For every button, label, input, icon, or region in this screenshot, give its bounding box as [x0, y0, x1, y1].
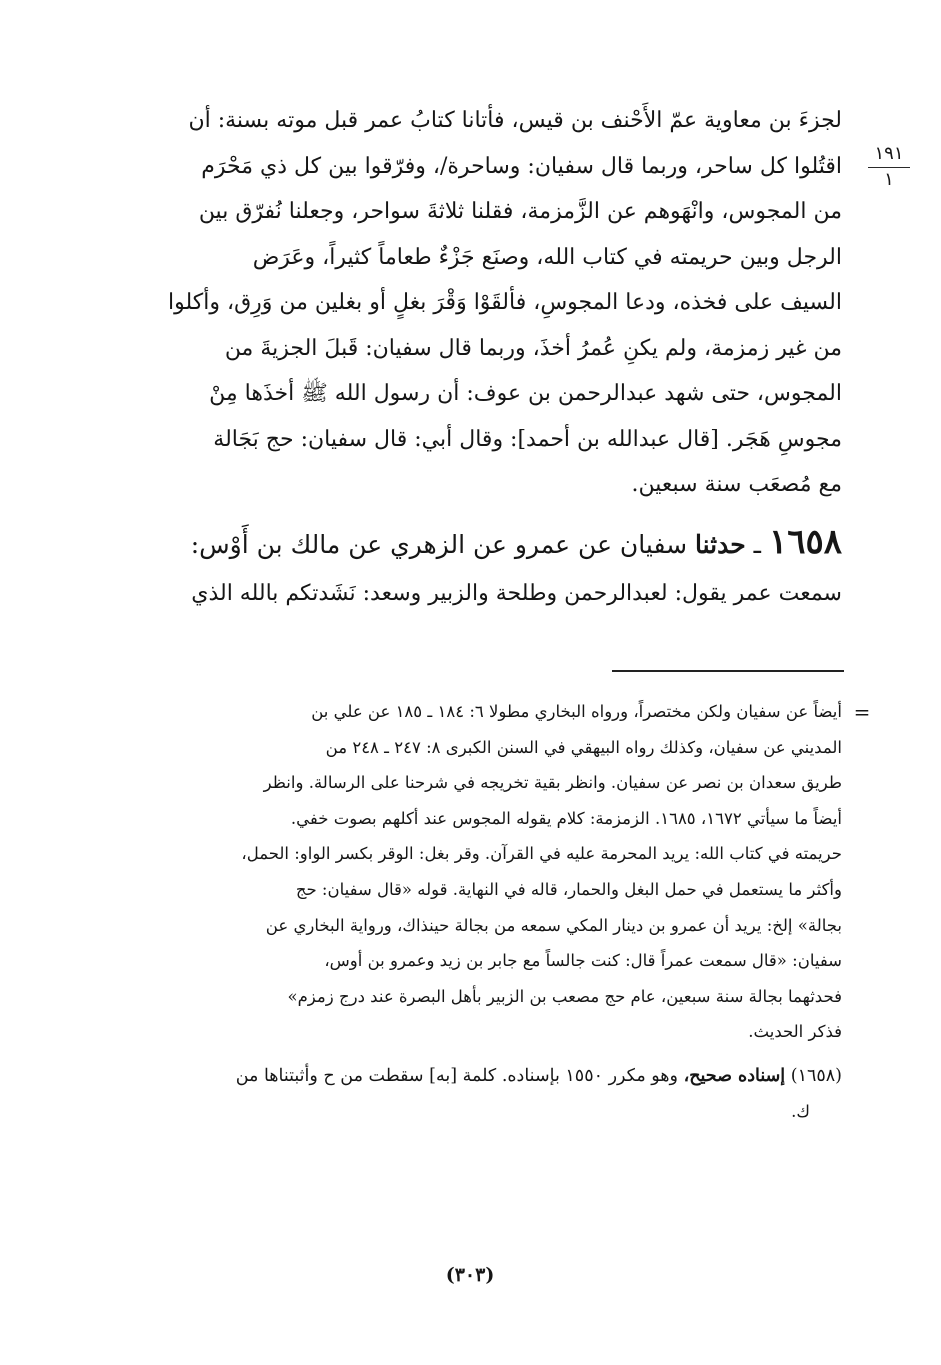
footnote-line: طريق سعدان بن نصر عن سفيان. وانظر بقية تخريجه في شرحنا على الرسالة. وانظر [263, 773, 842, 793]
footnote-line: المديني عن سفيان، وكذلك رواه البيهقي في السنن الكبرى ٨: ٢٤٧ ـ ٢٤٨ من [325, 737, 842, 757]
main-text-line: اقتُلوا كل ساحر، وربما قال سفيان: وساحرة/، وفرّقوا بين كل ذي مَحْرَم [201, 153, 842, 179]
hadith-chain: سفيان عن عمرو عن الزهري عن مالك بن أَوْس: [190, 529, 688, 559]
footnote-divider [612, 670, 844, 672]
footnote-1658-text: وهو مكرر ١٥٥٠ بإسناده. كلمة [به] سقطت من ح وأثبتناها من [235, 1065, 678, 1086]
footnote-line: سفيان: «قال سمعت عمراً قال: كنت جالساً مع جابر بن زيد وعمرو بن أوس، [324, 951, 842, 971]
hadith-dash: ـ [753, 529, 761, 559]
main-text-line: المجوس، حتى شهد عبدالرحمن بن عوف: أن رسول الله ﷺ أخذَها مِنْ [209, 381, 842, 406]
main-text-line: مع مُصعَب سنة سبعين. [631, 472, 842, 497]
main-text-line: من غير زمزمة، ولم يكنِ عُمرُ أخذَ، وربما قال سفيان: قَبلَ الجزيةَ من [224, 335, 842, 361]
margin-reference-volume-page: ١٩١ [868, 142, 910, 168]
hadith-number: ١٦٥٨ [768, 521, 842, 562]
page-number: (٣٠٣) [445, 1264, 495, 1286]
hadith-keyword: حدثنا [695, 529, 746, 559]
main-text-line: لجزءَ بن معاوية عمّ الأَحْنف بن قيس، فأتانا كتابُ عمر قبل موته بسنة: أن [188, 108, 842, 133]
hadith-heading [120, 516, 842, 571]
margin-reference-part: ١ [884, 169, 894, 190]
footnote-line: فحدثهما بجالة سنة سبعين، عام حج مصعب بن الزبير بأهل البصرة عند درج زمزم» [287, 986, 842, 1006]
footnote-1658-verdict: إسناده صحيح، [683, 1065, 786, 1086]
main-text [120, 98, 842, 616]
footnotes [112, 694, 842, 1130]
main-text-line: مجوسِ هَجَر. [قال عبدالله بن أحمد]: وقال أبي: قال سفيان: حج بَجَالة [213, 426, 842, 452]
footnote-1658-label: (١٦٥٨) [790, 1065, 842, 1086]
footnote-line: وأكثر ما يستعمل في حمل البغل والحمار، قاله في النهاية. قوله «قال سفيان: حج [295, 879, 842, 899]
footnote-line: أيضاً عن سفيان ولكن مختصراً، ورواه البخاري مطولا ٦: ١٨٤ ـ ١٨٥ عن علي بن [311, 702, 842, 721]
margin-reference [868, 142, 910, 192]
footnote-line: بجالة» إلخ: يريد أن عمرو بن دينار المكي سمعه من بجالة حينذاك، ورواية البخاري عن [265, 915, 842, 935]
main-text-line: من المجوس، وانْهَوهم عن الزَّمزمة، فقلنا ثلاثةَ سواحر، وجعلنا نُفرّق بين [198, 199, 842, 224]
footnote-line: فذكر الحديث. [748, 1022, 842, 1042]
main-text-line: السيف على فخذه، ودعا المجوسِ، فألقَوْا وَقْرَ بغلٍ أو بغلين من وَرِق، وأكلوا [168, 290, 842, 315]
footnote-1658-continuation: ك. [791, 1101, 810, 1121]
footnote-continuation-mark: = [853, 700, 871, 724]
footnote-1658 [112, 1058, 842, 1094]
main-text-line: سمعت عمر يقول: لعبدالرحمن وطلحة والزبير وسعد: نَشَدتكم بالله الذي [191, 580, 842, 606]
footnote-line: حريمته في كتاب الله: يريد المحرمة عليه في القرآن. وقر بغل: الوقر بكسر الواو: الحمل، [241, 844, 842, 864]
footnote-line: أيضاً ما سيأتي ١٦٧٢، ١٦٨٥. الزمزمة: كلام يقوله المجوس عند أكلهم بصوت خفي. [290, 808, 842, 828]
main-text-line: الرجل وبين حريمته في كتاب الله، وصنَع جَزْءٌ طعاماً كثيراً، وعَرَض [252, 244, 842, 270]
